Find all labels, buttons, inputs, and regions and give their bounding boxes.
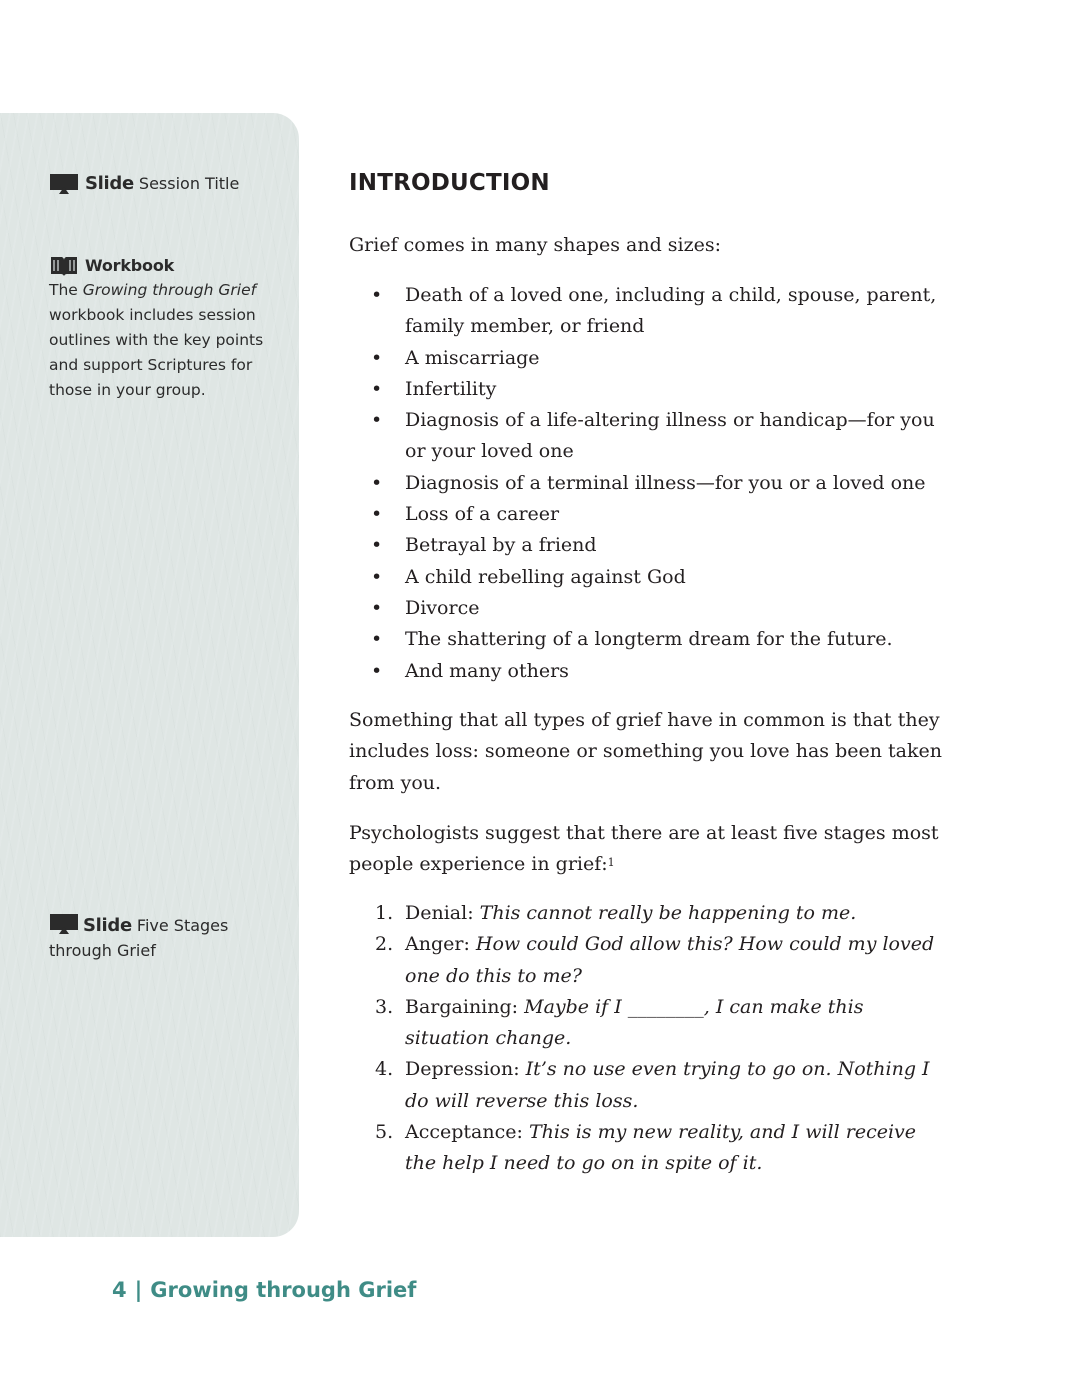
- slide-note-session-title: [49, 171, 264, 196]
- stages-intro-paragraph: [349, 818, 949, 881]
- list-item-text: Loss of a career: [405, 503, 560, 526]
- stage-term: Bargaining:: [405, 995, 519, 1018]
- bullet-dot: •: [371, 628, 383, 651]
- slide-label: Slide: [85, 173, 134, 194]
- stage-item: [349, 929, 949, 992]
- slide-note-header: [49, 912, 264, 963]
- slide-icon: [49, 172, 79, 196]
- bullet-dot: •: [371, 596, 383, 619]
- workbook-note: [49, 253, 264, 403]
- stage-number: 3.: [375, 995, 394, 1018]
- list-item-text: Diagnosis of a life-altering illness or handicap—for you or your loved one: [405, 409, 935, 463]
- workbook-desc-pre: The: [49, 281, 83, 299]
- stage-item: [349, 1117, 949, 1180]
- stage-number: 2.: [375, 933, 394, 956]
- stage-item: [349, 1054, 949, 1117]
- workbook-header: [49, 253, 264, 278]
- list-item: [349, 530, 949, 561]
- book-title: Growing through Grief: [150, 1278, 417, 1302]
- list-item: [349, 656, 949, 687]
- stage-description: It’s no use even trying to go on. Nothing I do will reverse this loss.: [405, 1058, 930, 1112]
- list-item-text: And many others: [405, 659, 569, 682]
- grief-types-list: [349, 280, 949, 687]
- loss-paragraph: Something that all types of grief have in common is that they includes loss: someone or something you love has been taken from you.: [349, 709, 942, 794]
- slide-note-five-stages: [49, 912, 264, 963]
- stage-number: 5.: [375, 1121, 394, 1144]
- list-item: [349, 343, 949, 374]
- stage-item: [349, 898, 949, 929]
- stage-term: Anger:: [405, 933, 470, 956]
- list-item-text: A child rebelling against God: [405, 565, 686, 588]
- stage-term: Denial:: [405, 902, 474, 924]
- page-footer: [112, 1278, 416, 1302]
- grief-stages-list: [349, 898, 949, 1180]
- slide-title: Session Title: [138, 174, 240, 193]
- list-item: [349, 374, 949, 405]
- footnote-marker: 1: [607, 856, 615, 870]
- stage-description: Maybe if I ________, I can make this situation change.: [405, 995, 864, 1050]
- stage-number: 1.: [375, 902, 394, 924]
- list-item-text: Divorce: [405, 596, 480, 619]
- slide-note-header: [49, 171, 264, 196]
- bullet-dot: •: [371, 284, 383, 306]
- list-item-text: Betrayal by a friend: [405, 534, 597, 557]
- stages-intro-text: Psychologists suggest that there are at least five stages most people experience in grief:: [349, 822, 939, 876]
- list-item-text: A miscarriage: [405, 346, 540, 369]
- stage-term: Acceptance:: [405, 1121, 523, 1144]
- workbook-desc-post: workbook includes session outlines with the key points and support Scriptures for those in your group.: [49, 306, 264, 399]
- list-item: [349, 624, 949, 655]
- page-number: 4: [112, 1278, 127, 1302]
- bullet-dot: •: [371, 503, 383, 526]
- slide-label: Slide: [83, 915, 132, 936]
- stage-description: This is my new reality, and I will receive the help I need to go on in spite of it.: [405, 1121, 917, 1175]
- slide-icon: [49, 912, 79, 936]
- workbook-label: Workbook: [85, 256, 175, 275]
- stage-description: How could God allow this? How could my loved one do this to me?: [405, 933, 935, 987]
- page-title: INTRODUCTION: [349, 170, 550, 196]
- list-item-text: Infertility: [405, 377, 497, 400]
- list-item: [349, 405, 949, 468]
- bullet-dot: •: [371, 346, 383, 369]
- stage-number: 4.: [375, 1058, 394, 1081]
- list-item: [349, 280, 949, 343]
- stage-item: [349, 992, 949, 1055]
- stage-description: This cannot really be happening to me.: [479, 902, 857, 924]
- bullet-dot: •: [371, 471, 383, 494]
- stage-term: Depression:: [405, 1058, 520, 1081]
- open-book-icon: [49, 254, 79, 278]
- bullet-dot: •: [371, 565, 383, 588]
- footer-separator: |: [134, 1278, 143, 1302]
- list-item: [349, 468, 949, 499]
- list-item: [349, 562, 949, 593]
- bullet-dot: •: [371, 659, 383, 682]
- list-item-text: Death of a loved one, including a child, spouse, parent, family member, or friend: [405, 284, 937, 338]
- list-item: [349, 593, 949, 624]
- bullet-dot: •: [371, 377, 383, 400]
- workbook-title-italic: Growing through Grief: [82, 281, 257, 299]
- workbook-description: [49, 278, 264, 403]
- list-item: [349, 499, 949, 530]
- bullet-dot: •: [371, 409, 383, 432]
- list-item-text: The shattering of a longterm dream for the future.: [405, 628, 893, 651]
- bullet-dot: •: [371, 534, 383, 557]
- slide-title: Five Stages through Grief: [49, 916, 229, 960]
- list-item-text: Diagnosis of a terminal illness—for you or a loved one: [405, 471, 926, 494]
- intro-paragraph: Grief comes in many shapes and sizes:: [349, 234, 722, 256]
